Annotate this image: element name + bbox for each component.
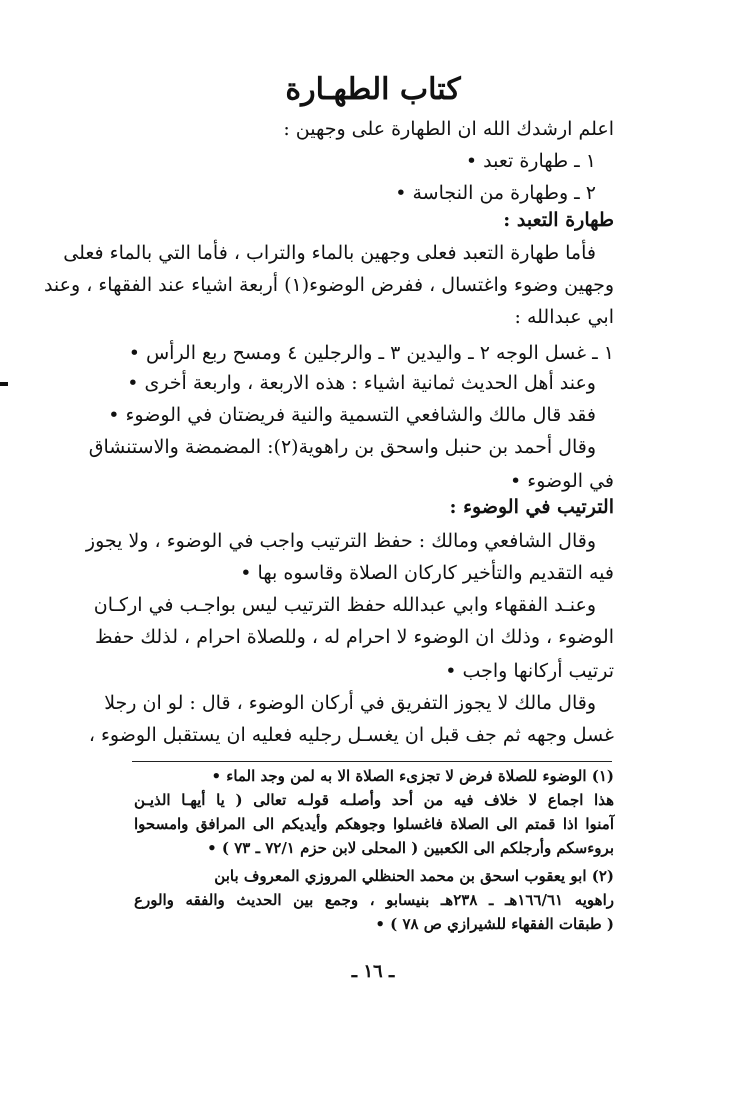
paragraph-line: وقال مالك لا يجوز التفريق في أركان الوضوء ، قال : لو ان رجلا: [104, 692, 596, 714]
section-heading-purity-worship: طهارة التعبد :: [503, 209, 614, 231]
intro-item-2: ٢ ـ وطهارة من النجاسة •: [395, 182, 596, 204]
paragraph-line: وقال الشافعي ومالك : حفظ الترتيب واجب في الوضوء ، ولا يجوز: [85, 530, 596, 552]
footnote-line: راهويه ١٦٦/٦١هـ ـ ٢٣٨هـ بنيسابو ، وجمع بين الحديث والفقه والورع: [134, 891, 614, 909]
paragraph-line: غسل وجهه ثم جف قبل ان يغسـل رجليه فعليه ان يستقبل الوضوء ،: [88, 724, 614, 746]
paragraph-line: في الوضوء •: [510, 470, 614, 492]
page-number: ـ ١٦ ـ: [351, 961, 395, 982]
paragraph-line: الوضوء ، وذلك ان الوضوء لا احرام له ، وللصلاة احرام ، لذلك حفظ: [94, 626, 614, 648]
footnote-line: (٢) ابو يعقوب اسحق بن محمد الحنظلي المروزي المعروف بابن: [214, 867, 614, 885]
paragraph-line: وعند أهل الحديث ثمانية اشياء : هذه الاربعة ، واربعة أخرى •: [127, 372, 596, 394]
numbered-line: ١ ـ غسل الوجه ٢ ـ واليدين ٣ ـ والرجلين ٤ ومسح ربع الرأس •: [128, 342, 614, 364]
paragraph-line: ابي عبدالله :: [514, 306, 614, 328]
footnote-separator: [132, 761, 612, 762]
chapter-title: كتاب الطهـارة: [285, 72, 461, 107]
footnote-line: آمنوا اذا قمتم الى الصلاة فاغسلوا وجوهكم وأيديكم الى المرافق وامسحوا: [134, 815, 614, 833]
footnote-line: (١) الوضوء للصلاة فرض لا تجزىء الصلاة الا به لمن وجد الماء •: [211, 767, 614, 785]
section-heading-order: الترتيب في الوضوء :: [449, 496, 614, 518]
paragraph-line: فأما طهارة التعبد فعلى وجهين بالماء والتراب ، فأما التي بالماء فعلى: [63, 242, 596, 264]
paragraph-line: وقال أحمد بن حنبل واسحق بن راهوية(٢): المضمضة والاستنشاق: [88, 436, 596, 458]
scan-edge-mark: [0, 382, 8, 386]
intro-item-1: ١ ـ طهارة تعبد •: [465, 150, 596, 172]
paragraph-line: وجهين وضوء واغتسال ، ففرض الوضوء(١) أربعة اشياء عند الفقهاء ، وعند: [43, 274, 614, 296]
footnote-line: ( طبقات الفقهاء للشيرازي ص ٧٨ ) •: [375, 915, 614, 933]
paragraph-line: فقد قال مالك والشافعي التسمية والنية فريضتان في الوضوء •: [108, 404, 596, 426]
paragraph-line: ترتيب أركانها واجب •: [445, 660, 614, 682]
intro-line: اعلم ارشدك الله ان الطهارة على وجهين :: [283, 118, 614, 140]
paragraph-line: فيه التقديم والتأخير كاركان الصلاة وقاسوه بها •: [240, 562, 614, 584]
footnote-line: بروءسكم وأرجلكم الى الكعبين ( المحلى لابن حزم ٧٢/١ ـ ٧٣ ) •: [207, 839, 614, 857]
paragraph-line: وعنـد الفقهاء وابي عبدالله حفظ الترتيب ليس بواجـب في اركـان: [93, 594, 596, 616]
footnote-line: هذا اجماع لا خلاف فيه من أحد وأصلـه قولـه تعالى ( يا أيهـا الذيـن: [134, 791, 614, 809]
